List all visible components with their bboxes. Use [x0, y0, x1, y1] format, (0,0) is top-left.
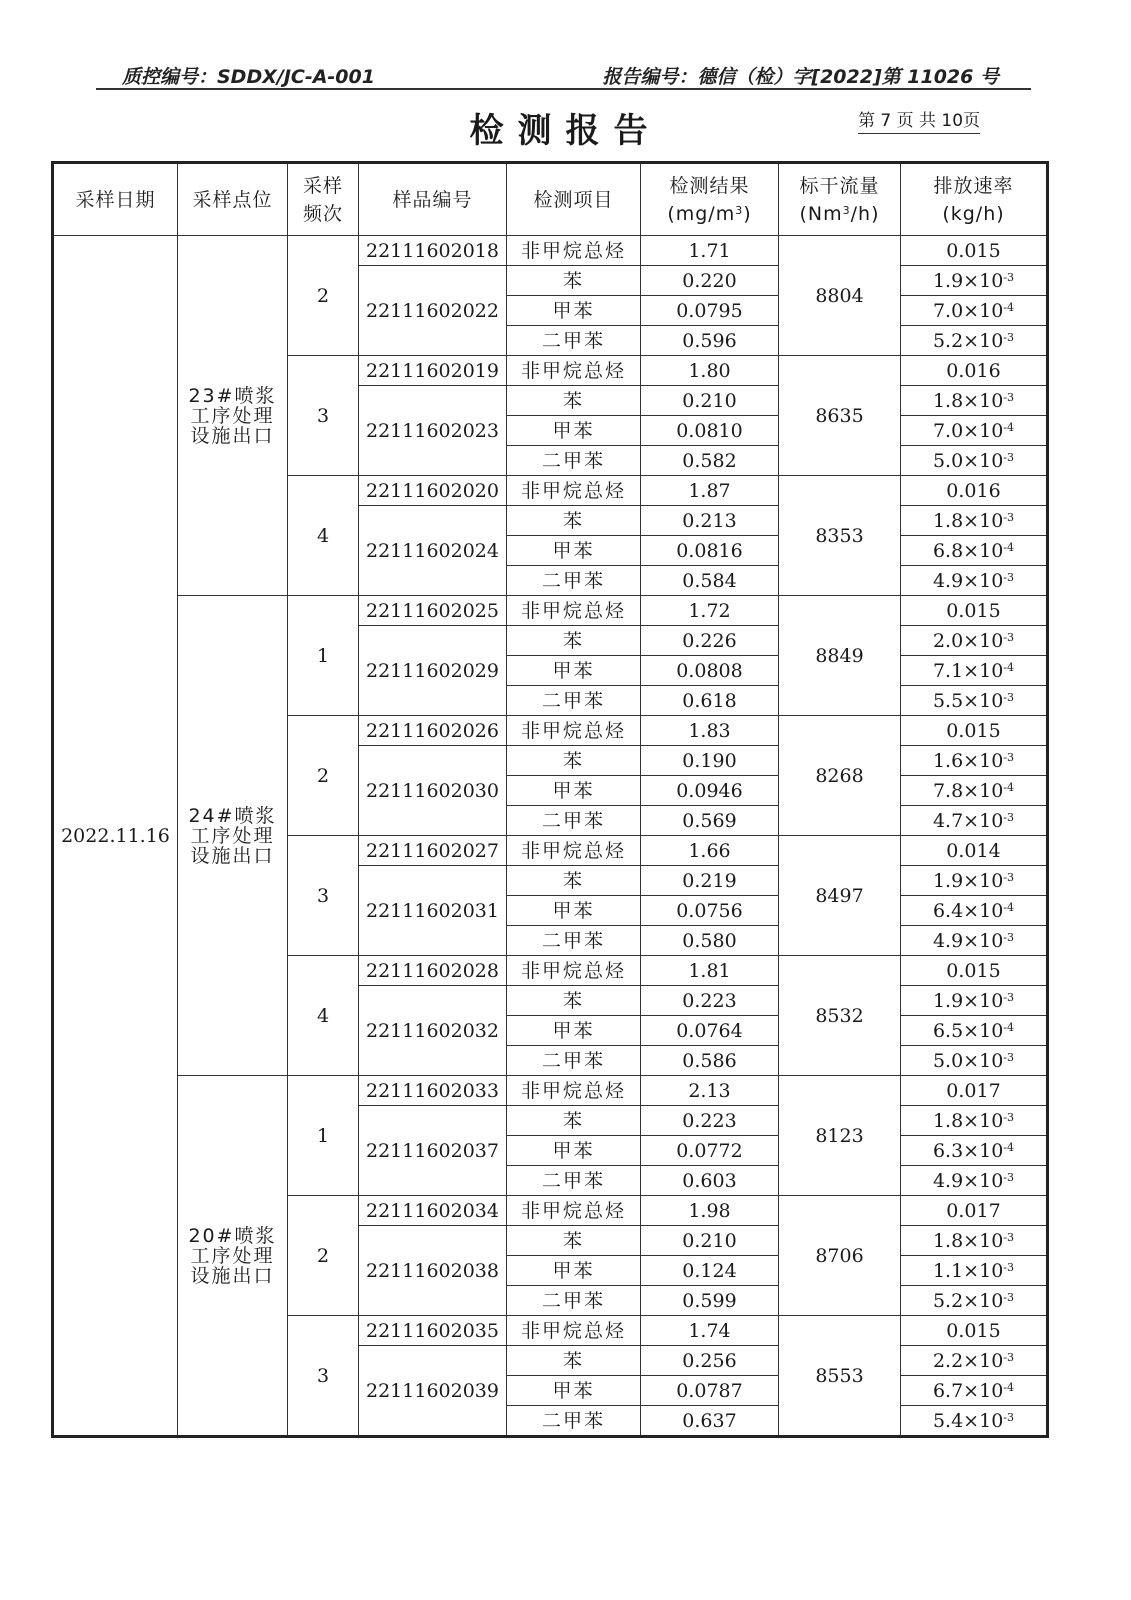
emission-rate-exponent: -3	[1003, 1230, 1015, 1244]
emission-rate	[901, 356, 1048, 386]
test-item: 非甲烷总烃	[507, 356, 641, 386]
emission-rate	[901, 1016, 1048, 1046]
test-item: 非甲烷总烃	[507, 236, 641, 266]
emission-rate-base: 5.0×10	[932, 449, 1004, 472]
dry-flow: 8553	[779, 1316, 901, 1437]
emission-rate	[901, 386, 1048, 416]
sampling-frequency: 2	[288, 716, 359, 836]
table-header-row	[53, 163, 1048, 236]
sampling-frequency: 4	[288, 476, 359, 596]
emission-rate-base: 6.7×10	[932, 1379, 1004, 1402]
dry-flow: 8706	[779, 1196, 901, 1316]
emission-rate	[901, 1406, 1048, 1437]
sample-number: 22111602030	[359, 746, 507, 836]
sample-number: 22111602029	[359, 626, 507, 716]
emission-rate-exponent: -3	[1003, 1050, 1015, 1064]
page-title: 检测报告	[469, 111, 662, 151]
test-item: 非甲烷总烃	[507, 836, 641, 866]
emission-rate-exponent: -4	[1003, 1380, 1015, 1394]
dry-flow: 8849	[779, 596, 901, 716]
test-item: 甲苯	[507, 296, 641, 326]
test-result: 0.603	[641, 1166, 779, 1196]
header-result-label: 检测结果	[669, 174, 750, 197]
emission-rate-base: 4.7×10	[932, 809, 1004, 832]
emission-rate-base: 6.4×10	[932, 899, 1004, 922]
emission-rate-exponent: -3	[1003, 510, 1015, 524]
test-result: 0.599	[641, 1286, 779, 1316]
emission-rate-exponent: -3	[1003, 270, 1015, 284]
table-row	[53, 596, 1048, 626]
test-result: 0.219	[641, 866, 779, 896]
test-result: 0.596	[641, 326, 779, 356]
test-result: 0.637	[641, 1406, 779, 1437]
test-report-table	[51, 161, 1049, 1438]
header-rate-unit: (kg/h)	[942, 202, 1005, 225]
dry-flow: 8804	[779, 236, 901, 356]
page-number: 第 7 页 共 10页	[858, 106, 980, 134]
test-result: 0.210	[641, 1226, 779, 1256]
sample-number: 22111602026	[359, 716, 507, 746]
test-result: 0.220	[641, 266, 779, 296]
test-item: 非甲烷总烃	[507, 716, 641, 746]
emission-rate	[901, 716, 1048, 746]
header-location: 采样点位	[178, 163, 288, 236]
sample-number: 22111602024	[359, 506, 507, 596]
emission-rate	[901, 746, 1048, 776]
test-item: 二甲苯	[507, 326, 641, 356]
emission-rate-base: 0.016	[946, 359, 1001, 382]
test-result: 0.0795	[641, 296, 779, 326]
header-sample-no: 样品编号	[359, 163, 507, 236]
emission-rate	[901, 866, 1048, 896]
emission-rate-base: 1.9×10	[932, 989, 1004, 1012]
sampling-frequency: 4	[288, 956, 359, 1076]
header-rate	[901, 163, 1048, 236]
sampling-frequency: 1	[288, 596, 359, 716]
emission-rate-exponent: -3	[1003, 930, 1015, 944]
emission-rate-base: 1.9×10	[932, 269, 1004, 292]
header-date: 采样日期	[53, 163, 178, 236]
emission-rate-base: 7.1×10	[932, 659, 1004, 682]
test-item: 非甲烷总烃	[507, 1076, 641, 1106]
header-result-unit: $(mg/m^3)$	[667, 202, 752, 225]
emission-rate-base: 7.0×10	[932, 419, 1004, 442]
test-result: 1.87	[641, 476, 779, 506]
header-frequency	[288, 163, 359, 236]
header-result	[641, 163, 779, 236]
sampling-frequency: 1	[288, 1076, 359, 1196]
table-row	[53, 236, 1048, 266]
emission-rate-base: 5.0×10	[932, 1049, 1004, 1072]
sample-number: 22111602031	[359, 866, 507, 956]
emission-rate	[901, 1166, 1048, 1196]
emission-rate-exponent: -4	[1003, 900, 1015, 914]
test-item: 二甲苯	[507, 926, 641, 956]
emission-rate-base: 5.2×10	[932, 1289, 1004, 1312]
emission-rate	[901, 446, 1048, 476]
emission-rate-base: 0.017	[946, 1199, 1001, 1222]
test-result: 0.569	[641, 806, 779, 836]
sampling-frequency: 2	[288, 236, 359, 356]
emission-rate-base: 0.017	[946, 1079, 1001, 1102]
test-item: 二甲苯	[507, 566, 641, 596]
sample-number: 22111602035	[359, 1316, 507, 1346]
test-item: 二甲苯	[507, 686, 641, 716]
test-result: 0.0810	[641, 416, 779, 446]
test-item: 苯	[507, 866, 641, 896]
test-item: 甲苯	[507, 416, 641, 446]
emission-rate	[901, 266, 1048, 296]
emission-rate-base: 5.5×10	[932, 689, 1004, 712]
emission-rate-base: 1.9×10	[932, 869, 1004, 892]
test-result: 0.210	[641, 386, 779, 416]
test-result: 0.584	[641, 566, 779, 596]
emission-rate-exponent: -4	[1003, 1140, 1015, 1154]
sampling-frequency: 3	[288, 1316, 359, 1437]
emission-rate	[901, 1286, 1048, 1316]
emission-rate	[901, 626, 1048, 656]
test-result: 0.580	[641, 926, 779, 956]
emission-rate-exponent: -4	[1003, 420, 1015, 434]
test-result: 0.226	[641, 626, 779, 656]
emission-rate	[901, 656, 1048, 686]
emission-rate-base: 7.0×10	[932, 299, 1004, 322]
emission-rate-base: 4.9×10	[932, 1169, 1004, 1192]
emission-rate-base: 1.8×10	[932, 1109, 1004, 1132]
sample-number: 22111602020	[359, 476, 507, 506]
test-item: 苯	[507, 506, 641, 536]
test-result: 0.223	[641, 1106, 779, 1136]
test-result: 1.72	[641, 596, 779, 626]
test-result: 0.0764	[641, 1016, 779, 1046]
emission-rate-exponent: -4	[1003, 540, 1015, 554]
emission-rate-base: 5.2×10	[932, 329, 1004, 352]
test-item: 二甲苯	[507, 1406, 641, 1437]
sampling-frequency: 3	[288, 356, 359, 476]
emission-rate-base: 1.1×10	[932, 1259, 1004, 1282]
emission-rate	[901, 926, 1048, 956]
emission-rate	[901, 986, 1048, 1016]
emission-rate-base: 4.9×10	[932, 569, 1004, 592]
test-result: 1.98	[641, 1196, 779, 1226]
sampling-location-text: 24#喷浆工序处理设施出口	[188, 804, 277, 867]
test-result: 0.0787	[641, 1376, 779, 1406]
emission-rate	[901, 776, 1048, 806]
emission-rate-exponent: -3	[1003, 1260, 1015, 1274]
sample-number: 22111602027	[359, 836, 507, 866]
emission-rate-base: 5.4×10	[932, 1409, 1004, 1432]
emission-rate-base: 1.6×10	[932, 749, 1004, 772]
dry-flow: 8268	[779, 716, 901, 836]
test-item: 甲苯	[507, 1256, 641, 1286]
emission-rate-exponent: -3	[1003, 390, 1015, 404]
emission-rate-exponent: -4	[1003, 780, 1015, 794]
emission-rate-base: 0.015	[946, 1319, 1001, 1342]
test-result: 0.0816	[641, 536, 779, 566]
emission-rate	[901, 956, 1048, 986]
test-item: 非甲烷总烃	[507, 1316, 641, 1346]
emission-rate	[901, 566, 1048, 596]
emission-rate-exponent: -3	[1003, 1110, 1015, 1124]
header-frequency-text: 采样频次	[302, 174, 343, 225]
sampling-location	[178, 236, 288, 596]
emission-rate-base: 7.8×10	[932, 779, 1004, 802]
emission-rate-exponent: -3	[1003, 1290, 1015, 1304]
test-item: 二甲苯	[507, 806, 641, 836]
emission-rate	[901, 1346, 1048, 1376]
test-result: 1.81	[641, 956, 779, 986]
test-item: 苯	[507, 266, 641, 296]
test-result: 1.80	[641, 356, 779, 386]
sample-number: 22111602034	[359, 1196, 507, 1226]
sampling-location	[178, 596, 288, 1076]
test-result: 0.190	[641, 746, 779, 776]
table-body	[53, 236, 1048, 1437]
test-item: 苯	[507, 626, 641, 656]
test-result: 0.586	[641, 1046, 779, 1076]
sample-number: 22111602033	[359, 1076, 507, 1106]
emission-rate-base: 1.8×10	[932, 509, 1004, 532]
header-rate-label: 排放速率	[933, 174, 1014, 197]
emission-rate	[901, 236, 1048, 266]
test-item: 甲苯	[507, 1136, 641, 1166]
emission-rate	[901, 326, 1048, 356]
emission-rate-base: 2.0×10	[932, 629, 1004, 652]
test-item: 二甲苯	[507, 1286, 641, 1316]
dry-flow: 8532	[779, 956, 901, 1076]
emission-rate-base: 2.2×10	[932, 1349, 1004, 1372]
sample-number: 22111602025	[359, 596, 507, 626]
dry-flow: 8353	[779, 476, 901, 596]
test-item: 苯	[507, 746, 641, 776]
emission-rate	[901, 416, 1048, 446]
test-item: 二甲苯	[507, 446, 641, 476]
emission-rate-base: 0.015	[946, 959, 1001, 982]
sample-number: 22111602018	[359, 236, 507, 266]
emission-rate	[901, 1256, 1048, 1286]
emission-rate	[901, 536, 1048, 566]
test-item: 苯	[507, 1226, 641, 1256]
emission-rate	[901, 1136, 1048, 1166]
emission-rate	[901, 806, 1048, 836]
test-item: 甲苯	[507, 896, 641, 926]
test-item: 二甲苯	[507, 1046, 641, 1076]
test-result: 0.0808	[641, 656, 779, 686]
report-number: 报告编号：德信（检）字[2022]第 11026 号	[602, 66, 999, 88]
test-item: 甲苯	[507, 776, 641, 806]
emission-rate	[901, 1226, 1048, 1256]
test-item: 非甲烷总烃	[507, 1196, 641, 1226]
test-result: 0.223	[641, 986, 779, 1016]
sample-number: 22111602022	[359, 266, 507, 356]
emission-rate-base: 6.8×10	[932, 539, 1004, 562]
emission-rate	[901, 1076, 1048, 1106]
emission-rate	[901, 296, 1048, 326]
table-row	[53, 1076, 1048, 1106]
test-result: 1.71	[641, 236, 779, 266]
test-result: 1.74	[641, 1316, 779, 1346]
test-item: 甲苯	[507, 536, 641, 566]
test-item: 苯	[507, 1106, 641, 1136]
sample-number: 22111602039	[359, 1346, 507, 1437]
emission-rate-base: 0.015	[946, 719, 1001, 742]
test-result: 0.0756	[641, 896, 779, 926]
test-result: 0.124	[641, 1256, 779, 1286]
emission-rate	[901, 476, 1048, 506]
emission-rate-exponent: -3	[1003, 450, 1015, 464]
sampling-location	[178, 1076, 288, 1437]
sample-number: 22111602019	[359, 356, 507, 386]
sample-number: 22111602028	[359, 956, 507, 986]
test-result: 1.66	[641, 836, 779, 866]
test-item: 甲苯	[507, 1016, 641, 1046]
test-item: 苯	[507, 1346, 641, 1376]
emission-rate-base: 6.3×10	[932, 1139, 1004, 1162]
emission-rate-exponent: -3	[1003, 330, 1015, 344]
emission-rate-exponent: -3	[1003, 570, 1015, 584]
emission-rate	[901, 506, 1048, 536]
emission-rate	[901, 1316, 1048, 1346]
sampling-date: 2022.11.16	[53, 236, 178, 1437]
sample-number: 22111602037	[359, 1106, 507, 1196]
header-flow-unit: (Nm$^3$/h)	[799, 202, 880, 225]
emission-rate-base: 0.016	[946, 479, 1001, 502]
sampling-location-text: 20#喷浆工序处理设施出口	[188, 1224, 277, 1287]
emission-rate-exponent: -3	[1003, 870, 1015, 884]
test-result: 0.0772	[641, 1136, 779, 1166]
sampling-frequency: 2	[288, 1196, 359, 1316]
emission-rate-base: 0.014	[946, 839, 1001, 862]
sample-number: 22111602038	[359, 1226, 507, 1316]
emission-rate	[901, 1376, 1048, 1406]
emission-rate-exponent: -4	[1003, 1020, 1015, 1034]
emission-rate	[901, 896, 1048, 926]
emission-rate-exponent: -3	[1003, 630, 1015, 644]
test-item: 甲苯	[507, 656, 641, 686]
dry-flow: 8635	[779, 356, 901, 476]
emission-rate-base: 6.5×10	[932, 1019, 1004, 1042]
emission-rate-base: 0.015	[946, 239, 1001, 262]
test-item: 甲苯	[507, 1376, 641, 1406]
test-result: 0.256	[641, 1346, 779, 1376]
emission-rate-exponent: -3	[1003, 1350, 1015, 1364]
emission-rate-exponent: -3	[1003, 990, 1015, 1004]
test-item: 非甲烷总烃	[507, 956, 641, 986]
header-flow-label: 标干流量	[799, 174, 880, 197]
sampling-location-text: 23#喷浆工序处理设施出口	[188, 384, 277, 447]
emission-rate-exponent: -3	[1003, 1170, 1015, 1184]
emission-rate-base: 4.9×10	[932, 929, 1004, 952]
emission-rate	[901, 1046, 1048, 1076]
test-result: 0.618	[641, 686, 779, 716]
test-result: 0.0946	[641, 776, 779, 806]
emission-rate	[901, 596, 1048, 626]
emission-rate-exponent: -4	[1003, 300, 1015, 314]
test-result: 2.13	[641, 1076, 779, 1106]
header-item: 检测项目	[507, 163, 641, 236]
emission-rate	[901, 1196, 1048, 1226]
emission-rate-exponent: -3	[1003, 750, 1015, 764]
test-item: 非甲烷总烃	[507, 476, 641, 506]
test-item: 苯	[507, 386, 641, 416]
emission-rate	[901, 1106, 1048, 1136]
qc-number: 质控编号：SDDX/JC-A-001	[122, 66, 375, 88]
dry-flow: 8497	[779, 836, 901, 956]
sampling-frequency: 3	[288, 836, 359, 956]
test-item: 苯	[507, 986, 641, 1016]
header-divider	[96, 88, 1031, 90]
emission-rate-base: 0.015	[946, 599, 1001, 622]
emission-rate-exponent: -3	[1003, 1410, 1015, 1424]
emission-rate-exponent: -3	[1003, 690, 1015, 704]
test-result: 0.213	[641, 506, 779, 536]
emission-rate-base: 1.8×10	[932, 389, 1004, 412]
emission-rate-base: 1.8×10	[932, 1229, 1004, 1252]
test-result: 1.83	[641, 716, 779, 746]
sample-number: 22111602023	[359, 386, 507, 476]
test-item: 二甲苯	[507, 1166, 641, 1196]
emission-rate-exponent: -4	[1003, 660, 1015, 674]
header-flow	[779, 163, 901, 236]
emission-rate	[901, 836, 1048, 866]
test-item: 非甲烷总烃	[507, 596, 641, 626]
emission-rate-exponent: -3	[1003, 810, 1015, 824]
test-result: 0.582	[641, 446, 779, 476]
sample-number: 22111602032	[359, 986, 507, 1076]
dry-flow: 8123	[779, 1076, 901, 1196]
emission-rate	[901, 686, 1048, 716]
